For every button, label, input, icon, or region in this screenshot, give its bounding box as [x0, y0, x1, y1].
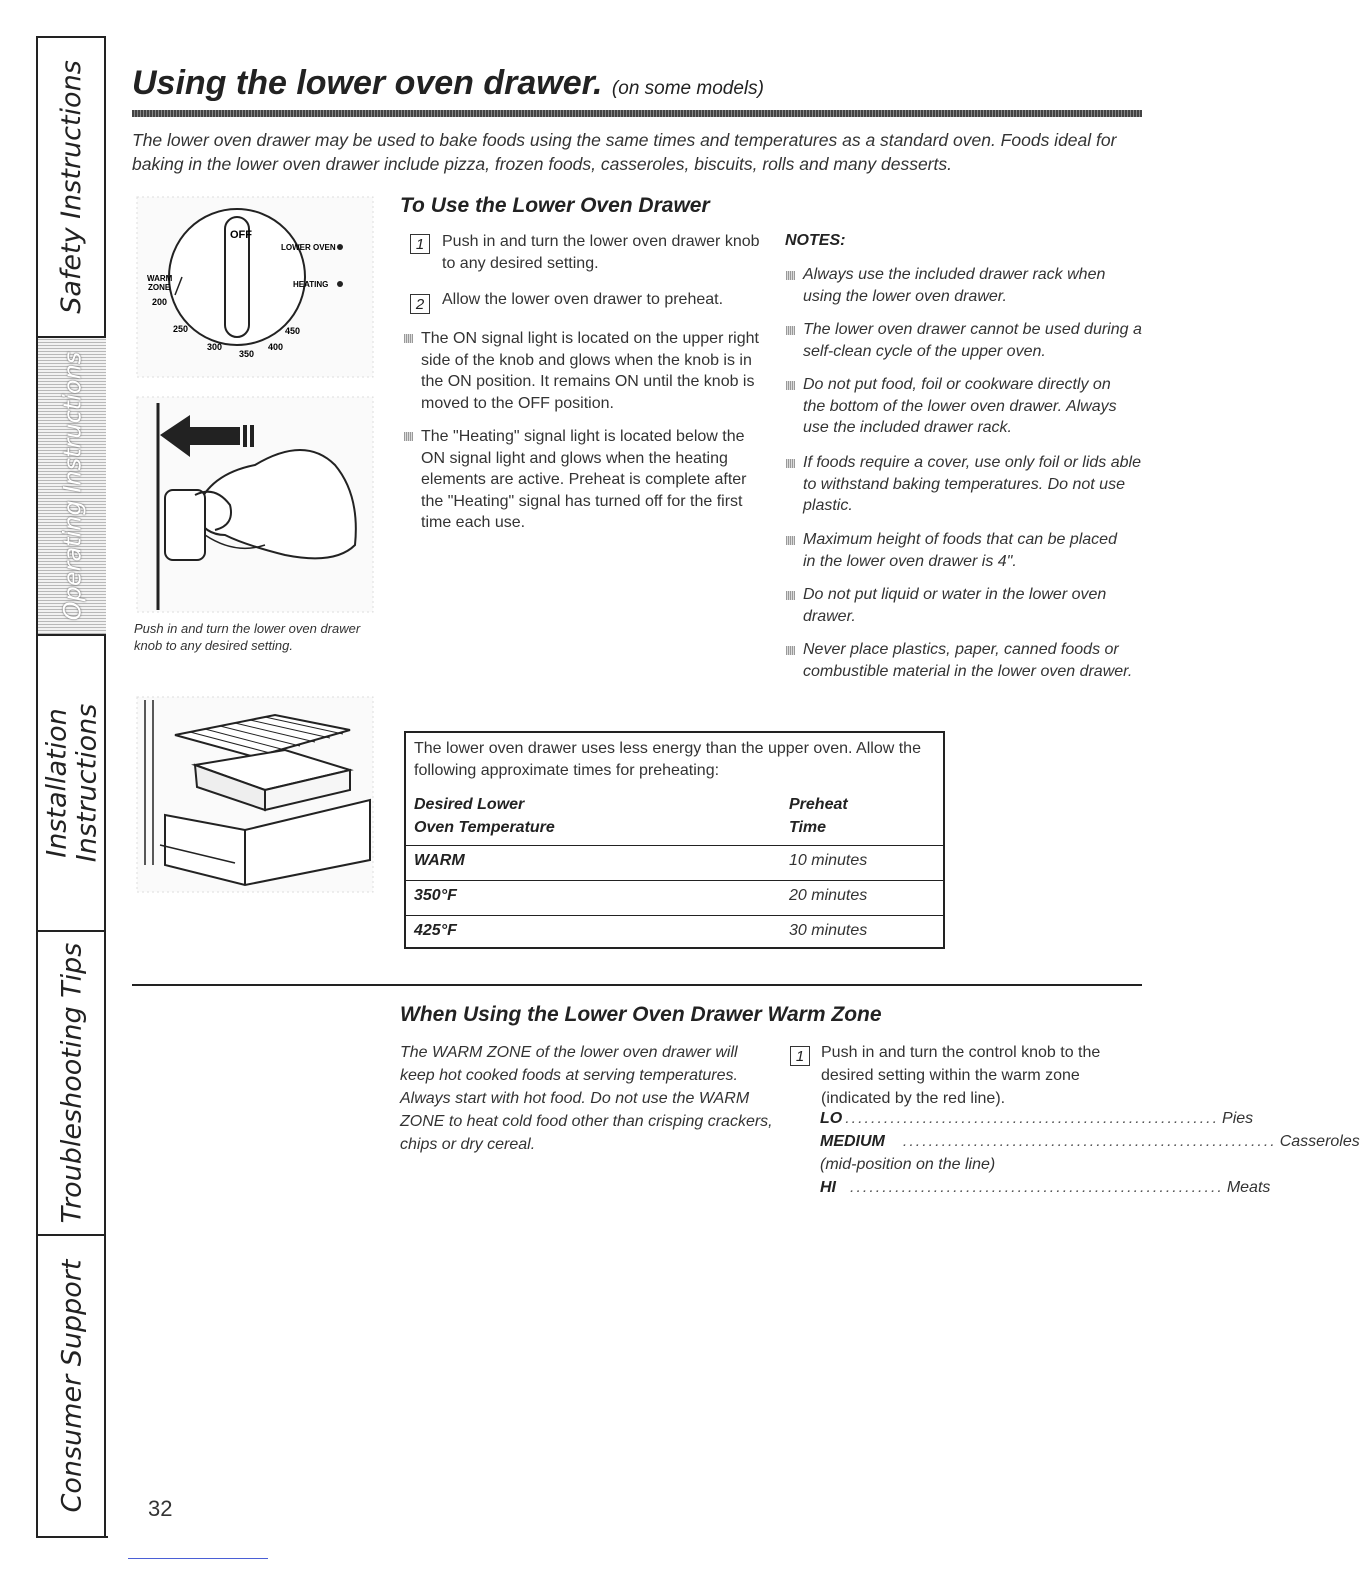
- tab-operating-instructions[interactable]: [38, 336, 106, 634]
- knob-caption: Push in and turn the lower oven drawer knob to any desired setting.: [134, 621, 361, 653]
- setting-food: Meats: [1226, 1179, 1271, 1196]
- setting-label: MEDIUM: [820, 1133, 885, 1150]
- preheat-col2-header: [789, 793, 848, 839]
- note-2-marker: [786, 326, 795, 335]
- notes-title: NOTES:: [785, 232, 846, 249]
- note-6-marker: [786, 591, 795, 600]
- tab-installation-label: [42, 704, 102, 863]
- knob-300-label: 300: [207, 342, 223, 352]
- knob-250-label: 250: [173, 324, 189, 334]
- warm-zone-heading: When Using the Lower Oven Drawer Warm Zone: [400, 1003, 882, 1026]
- tab-troubleshooting-tips[interactable]: [38, 930, 106, 1234]
- use-step-1-number: 1: [410, 234, 430, 254]
- knob-zone-label: ZONE: [148, 283, 171, 292]
- preheat-col2-header-line2: Time: [789, 819, 827, 836]
- tab-operating-label: [59, 352, 85, 621]
- setting-leader: ..........................................................: [845, 1110, 1220, 1127]
- preheat-table: [404, 731, 945, 949]
- page-title: [132, 64, 764, 103]
- note-7-marker: [786, 646, 795, 655]
- use-bullet-1-marker: [404, 334, 413, 343]
- side-tabs: [36, 36, 106, 1536]
- setting-label: HI: [820, 1179, 836, 1196]
- warm-setting-hi: [820, 1179, 1271, 1197]
- note-3-marker: [786, 381, 795, 390]
- intro-paragraph: The lower oven drawer may be used to bake foods using the same times and temperatures as a standard oven. Foods ideal for baking in the lower oven drawer include pizza, frozen foods, casseroles, biscuits, rolls and many desserts.: [132, 130, 1117, 174]
- knob-warm-label: WARM: [147, 274, 173, 283]
- title-rule: [132, 110, 1142, 117]
- note-1-marker: [786, 271, 795, 280]
- use-bullet-2-marker: [404, 432, 413, 441]
- knob-450-label: 450: [285, 326, 301, 336]
- row-temp: 350°F: [414, 887, 457, 904]
- warm-zone-description: The WARM ZONE of the lower oven drawer will keep hot cooked foods at serving temperatures. Always start with hot food. Do not use the WARM ZONE to heat cold food other than crisping crackers, chips or dry cereal.: [400, 1044, 773, 1153]
- knob-200-label: 200: [152, 297, 168, 307]
- warm-step-1-text: Push in and turn the control knob to the desired setting within the warm zone (indicated by the red line).: [821, 1044, 1101, 1107]
- knob-off-label: OFF: [230, 229, 252, 241]
- setting-food: Casseroles: [1279, 1133, 1360, 1150]
- page-title-subtitle: (on some models): [611, 78, 764, 99]
- drawer-rack-illustration: [135, 695, 375, 895]
- preheat-intro: The lower oven drawer uses less energy than the upper oven. Allow the following approximate times for preheating:: [414, 740, 921, 779]
- tab-safety-label: Safety Instructions: [56, 60, 87, 314]
- tab-installation-label-text: Installation Instructions: [41, 703, 103, 863]
- tab-consumer-label: Consumer Support: [56, 1259, 87, 1513]
- warm-setting-lo: [820, 1110, 1254, 1128]
- page-number: 32: [148, 1496, 173, 1521]
- tab-operating-label-text: Operating Instructions: [58, 351, 87, 621]
- page-title-main: Using the lower oven drawer.: [132, 64, 603, 102]
- warm-setting-medium: [820, 1133, 1360, 1151]
- row-temp: WARM: [414, 852, 465, 869]
- use-step-1-text: Push in and turn the lower oven drawer knob to any desired setting.: [442, 233, 760, 272]
- knob-400-label: 400: [268, 342, 284, 352]
- warm-zone-rule: [132, 984, 1142, 986]
- tab-consumer-support[interactable]: [38, 1234, 106, 1536]
- table-row: [406, 915, 943, 949]
- footer-line: [128, 1558, 268, 1559]
- knob-heating-label: HEATING: [293, 280, 329, 289]
- hand-turning-knob-illustration: [135, 395, 375, 615]
- tab-troubleshooting-label: Troubleshooting Tips: [56, 942, 87, 1224]
- tab-installation-instructions[interactable]: [38, 634, 106, 930]
- use-bullet-1-text: The ON signal light is located on the upper right side of the knob and glows when the knob is in the ON position. It remains ON until the knob is moved to the OFF position.: [421, 330, 759, 412]
- warm-setting-medium-note: [820, 1156, 1140, 1174]
- note-3-text: Do not put food, foil or cookware directly on the bottom of the lower oven drawer. Always use the included drawer rack.: [803, 376, 1117, 436]
- row-time: 20 minutes: [789, 887, 868, 904]
- use-step-2-text: Allow the lower oven drawer to preheat.: [442, 291, 724, 308]
- note-5-marker: [786, 536, 795, 545]
- note-2-text: The lower oven drawer cannot be used during a self-clean cycle of the upper oven.: [803, 321, 1142, 360]
- note-4-text: If foods require a cover, use only foil or lids able to withstand baking temperatures. Do not use plastic.: [803, 454, 1141, 514]
- knob-illustration: [135, 195, 375, 380]
- preheat-col1-header-line1: Desired Lower: [414, 796, 525, 813]
- setting-leader: ..........................................................: [902, 1133, 1277, 1150]
- side-tabs-bottom-line: [36, 1536, 108, 1538]
- use-bullet-2-text: The "Heating" signal light is located below the ON signal light and glows when the heating elements are active. Preheat is complete after the "Heating" signal has turned off for the first time each use.: [421, 428, 747, 531]
- note-4-marker: [786, 459, 795, 468]
- medium-note-text: (mid-position on the line): [820, 1156, 996, 1173]
- table-row: [406, 880, 943, 914]
- tab-safety-instructions[interactable]: [38, 36, 106, 336]
- knob-lower-oven-label: LOWER OVEN: [281, 243, 336, 252]
- setting-food: Pies: [1222, 1110, 1254, 1127]
- note-1-text: Always use the included drawer rack when using the lower oven drawer.: [803, 266, 1106, 305]
- preheat-col2-header-line1: Preheat: [789, 796, 848, 813]
- setting-label: LO: [820, 1110, 843, 1127]
- knob-350-label: 350: [239, 349, 255, 359]
- note-7-text: Never place plastics, paper, canned foods or combustible material in the lower oven drawer.: [803, 641, 1133, 680]
- row-time: 10 minutes: [789, 852, 868, 869]
- preheat-col1-header: [414, 793, 555, 839]
- use-step-2-number: 2: [410, 294, 430, 314]
- use-section-heading: To Use the Lower Oven Drawer: [400, 194, 710, 217]
- note-6-text: Do not put liquid or water in the lower oven drawer.: [803, 586, 1107, 625]
- row-temp: 425°F: [414, 922, 457, 939]
- setting-leader: ..........................................................: [850, 1179, 1224, 1196]
- table-row: [406, 845, 943, 879]
- note-5-text: Maximum height of foods that can be placed in the lower oven drawer is 4".: [803, 531, 1117, 570]
- row-time: 30 minutes: [789, 922, 868, 939]
- warm-step-1-number: 1: [790, 1046, 810, 1066]
- preheat-col1-header-line2: Oven Temperature: [414, 819, 555, 836]
